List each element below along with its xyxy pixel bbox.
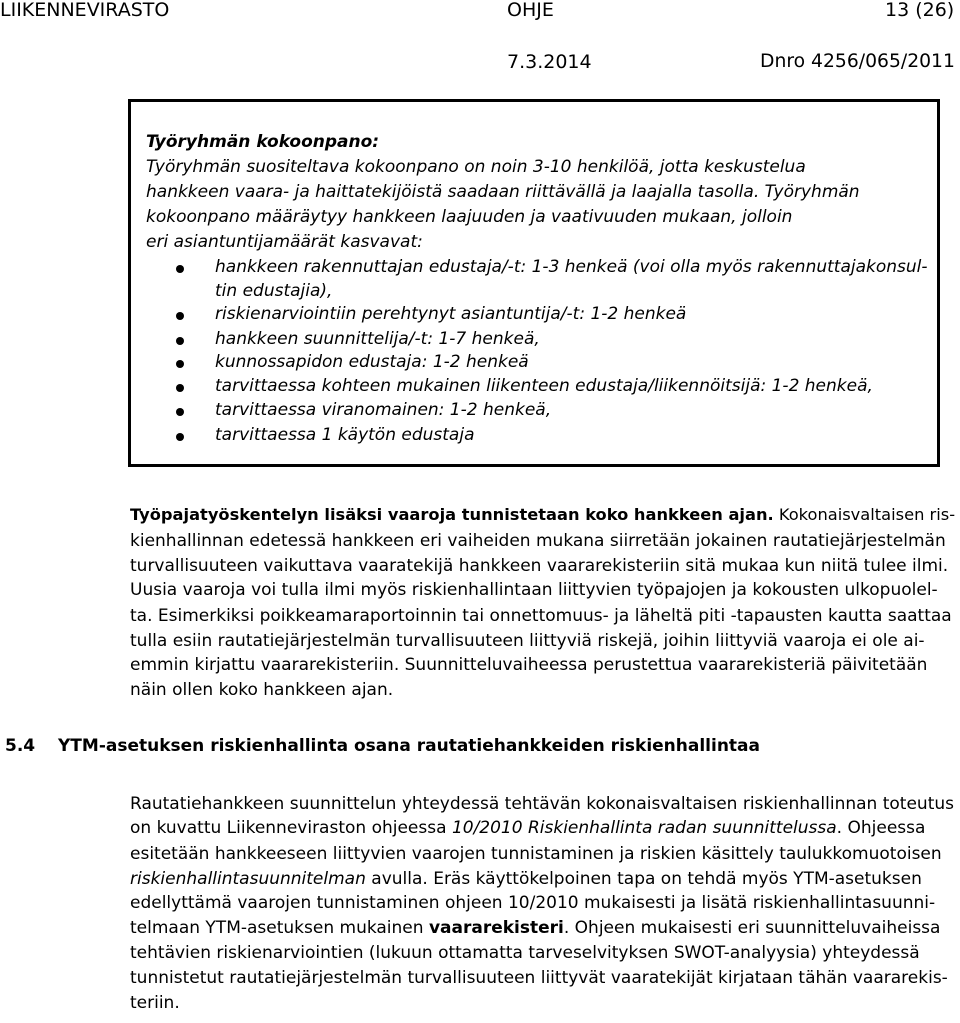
- box-text-line: hankkeen vaara- ja haittatekijöistä saadaan riittävällä ja laajalla tasolla. Työryhmän: [146, 182, 860, 202]
- header-page-number: 13 (26): [885, 0, 955, 21]
- bullet-icon: [176, 265, 184, 273]
- bullet-icon: [176, 337, 184, 345]
- text-run: . Ohjeessa: [836, 818, 926, 838]
- section-title: YTM-asetuksen riskienhallinta osana rautatiehankkeiden riskienhallintaa: [58, 736, 761, 756]
- paragraph-line: Uusia vaaroja voi tulla ilmi myös riskienhallintaan liittyvien työpajojen ja kokousten ulkopuolel-: [130, 580, 938, 600]
- paragraph-line: edellyttämä vaarojen tunnistaminen ohjeen 10/2010 mukaisesti ja lisätä riskienhallintasuunni-: [130, 893, 936, 913]
- text-run: telmaan YTM-asetuksen mukainen: [130, 918, 429, 938]
- header-date: 7.3.2014: [507, 51, 592, 73]
- header-doc-type: OHJE: [507, 0, 554, 21]
- list-item: riskienarviointiin perehtynyt asiantuntija/-t: 1-2 henkeä: [215, 304, 687, 324]
- paragraph-line: Rautatiehankkeen suunnittelun yhteydessä tehtävän kokonaisvaltaisen riskienhallinnan toteutus: [130, 794, 954, 814]
- paragraph-line: kienhallinnan edetessä hankkeen eri vaiheiden mukana siirretään jokainen rautatiejärjestelmän: [130, 531, 946, 551]
- paragraph-line: [130, 869, 922, 889]
- list-item: tarvittaessa kohteen mukainen liikenteen edustaja/liikennöitsijä: 1-2 henkeä,: [215, 376, 873, 396]
- list-item: hankkeen suunnittelija/-t: 1-7 henkeä,: [215, 329, 540, 349]
- paragraph-line-rest: Kokonaisvaltaisen ris-: [773, 505, 956, 524]
- box-text-line: eri asiantuntijamäärät kasvavat:: [146, 232, 423, 252]
- text-run: on kuvattu Liikenneviraston ohjeessa: [130, 818, 452, 838]
- header-org: LIIKENNEVIRASTO: [0, 0, 170, 21]
- header-dnro: Dnro 4256/065/2011: [760, 51, 955, 72]
- paragraph-line: [130, 918, 940, 938]
- list-item: kunnossapidon edustaja: 1-2 henkeä: [215, 352, 529, 372]
- bullet-icon: [176, 384, 184, 392]
- list-item: tarvittaessa 1 käytön edustaja: [215, 425, 475, 445]
- paragraph-line: näin ollen koko hankkeen ajan.: [130, 680, 394, 700]
- bold-lead-text: Työpajatyöskentelyn lisäksi vaaroja tunnistetaan koko hankkeen ajan.: [130, 505, 774, 524]
- section-number: 5.4: [5, 736, 36, 756]
- text-run: avulla. Eräs käyttökelpoinen tapa on tehdä myös YTM-asetuksen: [365, 869, 922, 889]
- paragraph-line: esitetään hankkeeseen liittyvien vaarojen tunnistaminen ja riskien käsittely taulukkomuotoisen: [130, 844, 942, 864]
- bullet-icon: [176, 408, 184, 416]
- paragraph-line: turvallisuuteen vaikuttava vaaratekijä hankkeen vaararekisteriin sitä mukaa kun niitä tulee ilmi.: [130, 556, 949, 576]
- bullet-icon: [176, 360, 184, 368]
- paragraph-line: ta. Esimerkiksi poikkeamaraportoinnin tai onnettomuus- ja läheltä piti -tapausten kautta saattaa: [130, 606, 952, 626]
- paragraph-line: teriin.: [130, 993, 180, 1013]
- box-text-line: kokoonpano määräytyy hankkeen laajuuden ja vaativuuden mukaan, jolloin: [146, 207, 793, 227]
- paragraph-line: tulla esiin rautatiejärjestelmän turvallisuuteen liittyviä riskejä, joihin liittyviä vaaroja ei ole ai-: [130, 631, 925, 651]
- list-item: hankkeen rakennuttajan edustaja/-t: 1-3 henkeä (voi olla myös rakennuttajakonsul-: [215, 257, 928, 277]
- text-run: . Ohjeen mukaisesti eri suunnitteluvaiheissa: [563, 918, 941, 938]
- paragraph-line: tunnistetut rautatiejärjestelmän turvallisuuteen liittyvät vaaratekijät kirjataan tähän vaararekis-: [130, 968, 948, 988]
- guide-title-reference: 10/2010 Riskienhallinta radan suunnittelussa: [451, 818, 837, 838]
- paragraph-line: emmin kirjattu vaararekisteriin. Suunnitteluvaiheessa perustettua vaararekisteriä päivitetään: [130, 655, 928, 675]
- paragraph-line: [130, 505, 955, 524]
- bullet-icon: [176, 312, 184, 320]
- paragraph-line: tehtävien riskienarviointien (lukuun ottamatta tarveselvityksen SWOT-analyysia) yhteydessä: [130, 943, 920, 963]
- list-item: tarvittaessa viranomainen: 1-2 henkeä,: [215, 400, 552, 420]
- paragraph-line: [130, 818, 925, 838]
- bullet-icon: [176, 433, 184, 441]
- list-item-continuation: tin edustajia),: [215, 281, 333, 301]
- italic-term: riskienhallintasuunnitelman: [130, 869, 366, 889]
- bold-term: vaararekisteri: [428, 918, 564, 938]
- box-heading: Työryhmän kokoonpano:: [146, 132, 380, 152]
- box-text-line: Työryhmän suositeltava kokoonpano on noin 3-10 henkilöä, jotta keskustelua: [146, 157, 806, 177]
